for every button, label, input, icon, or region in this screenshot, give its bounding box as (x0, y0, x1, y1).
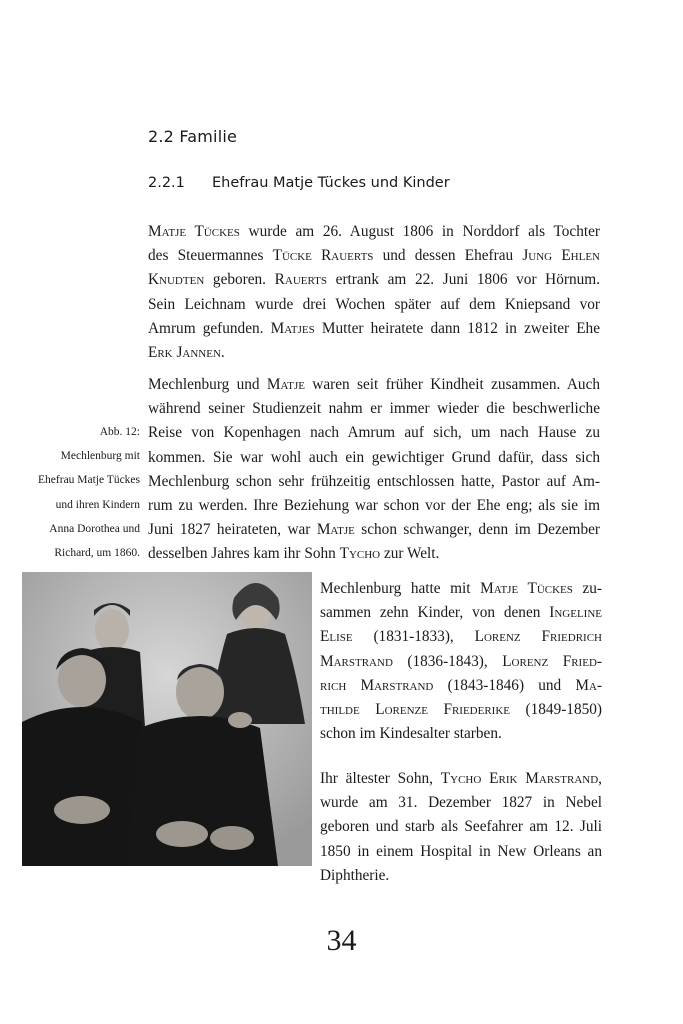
text-run: wurde am 26. August 1806 in Norddorf als Tochter (239, 223, 600, 240)
person-name: Matje Tückes (480, 580, 573, 597)
person-name: Marstrand (320, 652, 393, 670)
text-line (148, 268, 600, 292)
person-name: Tücke Rauerts (272, 247, 374, 265)
person-name: Jung Ehlen (522, 247, 600, 265)
text-line (148, 518, 600, 542)
text-run: zur Welt. (380, 545, 440, 563)
text-line (320, 601, 602, 625)
text-line (320, 864, 602, 888)
subsection-heading (148, 175, 450, 191)
text-run: (1831-1833), (352, 628, 475, 646)
person-name: Tycho Erik Marstrand (440, 770, 599, 787)
paragraph-childhood (148, 373, 600, 567)
person-name: Elise (320, 628, 353, 646)
text-line (320, 767, 602, 791)
person-name: rich Marstrand (320, 676, 434, 694)
text-run: (1843-1846) und (433, 676, 576, 694)
text-run: und dessen Ehefrau (373, 247, 523, 265)
text-run: 1850 in einem Hospital in New Orleans an (320, 842, 602, 860)
text-run: Sein Leichnam wurde drei Wochen später auf dem Kniepsand vor (148, 295, 600, 313)
text-line (148, 397, 600, 421)
figure-caption (0, 420, 140, 565)
page-number: 34 (326, 924, 357, 957)
text-line (148, 317, 600, 341)
person-name: Knudten (148, 271, 205, 289)
text-run: des Steuermannes (148, 247, 273, 265)
text-run: Mechlenburg und (148, 376, 267, 393)
text-run: Diphtherie. (320, 866, 390, 884)
caption-line: Abb. 12: (99, 426, 140, 438)
text-line (320, 674, 602, 698)
caption-line: Ehefrau Matje Tückes (38, 474, 140, 487)
text-run: zu- (572, 580, 602, 597)
person-name: thilde Lorenze Friederike (320, 700, 511, 718)
family-photograph (22, 572, 312, 866)
text-run: Juni 1827 heirateten, war (148, 521, 317, 539)
text-run: Mechlenburg hatte mit (320, 580, 481, 597)
text-line (320, 650, 602, 674)
paragraph-matje-birth (148, 220, 600, 365)
text-run: Ihr ältester Sohn, (320, 770, 441, 787)
text-line (148, 244, 600, 268)
text-run: sammen zehn Kinder, von denen (320, 604, 550, 622)
text-run: (1849-1850) (510, 700, 602, 718)
subsection-number: 2.2.1 (148, 175, 185, 191)
text-run: . (220, 343, 225, 361)
text-run: geboren und starb als Seefahrer am 12. Juli (320, 818, 602, 836)
paragraph-eldest-son (320, 767, 602, 888)
text-run: Mutter heiratete dann 1812 in zweiter Ehe (314, 319, 600, 337)
text-line (148, 341, 600, 365)
caption-line: Mechlenburg mit (60, 450, 140, 463)
text-line (148, 494, 600, 518)
text-run: schon schwanger, denn im Dezember (354, 521, 600, 539)
paragraph-children (320, 577, 602, 746)
text-run: wurde am 31. Dezember 1827 in Nebel (320, 794, 602, 812)
text-run: waren seit früher Kindheit zusammen. Auch (304, 376, 600, 393)
caption-line: Anna Dorothea und (49, 522, 140, 535)
text-run: desselben Jahres kam ihr Sohn (148, 545, 340, 563)
caption-line: und ihren Kindern (55, 498, 140, 511)
person-name: Ma- (575, 676, 602, 694)
text-run: (1836-1843), (392, 652, 503, 670)
text-line (320, 840, 602, 864)
text-line (320, 625, 602, 649)
text-run: Mechlenburg schon sehr frühzeitig entschlossen hatte, Pastor auf Am- (148, 472, 600, 490)
text-run: ertrank am 22. Juni 1806 vor Hörnum. (327, 271, 600, 289)
person-name: Rauerts (274, 271, 327, 289)
subsection-title: Ehefrau Matje Tückes und Kinder (212, 175, 450, 191)
text-run: Amrum gefunden. (148, 319, 271, 337)
text-run: , (598, 770, 602, 787)
text-line (320, 698, 602, 722)
text-line (320, 577, 602, 601)
text-line (320, 815, 602, 839)
section-heading: 2.2 Familie (148, 127, 238, 146)
text-line (148, 421, 600, 445)
person-name: Matjes (270, 319, 315, 337)
text-run: während seiner Studienzeit nahm er immer wieder die beschwerliche (148, 400, 600, 418)
person-name: Tycho (339, 545, 381, 563)
person-name: Matje Tückes (148, 223, 240, 240)
text-run: rum zu werden. Ihre Beziehung war schon vor der Ehe eng; als sie im (148, 496, 600, 514)
person-name: Lorenz Fried- (502, 652, 602, 670)
caption-line: Richard, um 1860. (54, 547, 140, 560)
person-name: Lorenz Friedrich (474, 628, 602, 646)
text-run: geboren. (204, 271, 275, 289)
person-name: Matje (316, 521, 355, 539)
text-line (148, 542, 600, 566)
text-line (148, 373, 600, 397)
text-line (320, 791, 602, 815)
text-line (148, 470, 600, 494)
text-run: kommen. Sie war wohl auch ein gewichtiger Grund dafür, dass sich (148, 448, 600, 466)
text-line (320, 722, 602, 746)
text-line (148, 293, 600, 317)
text-line (148, 446, 600, 470)
text-line (148, 220, 600, 244)
text-run: Reise von Kopenhagen nach Amrum auf sich, um nach Hause zu (148, 424, 600, 442)
text-run: schon im Kindesalter starben. (320, 725, 502, 743)
person-name: Ingeline (549, 604, 602, 622)
person-name: Erk Jannen (148, 343, 221, 361)
person-name: Matje (266, 376, 305, 393)
family-photo-illustration (22, 572, 312, 866)
